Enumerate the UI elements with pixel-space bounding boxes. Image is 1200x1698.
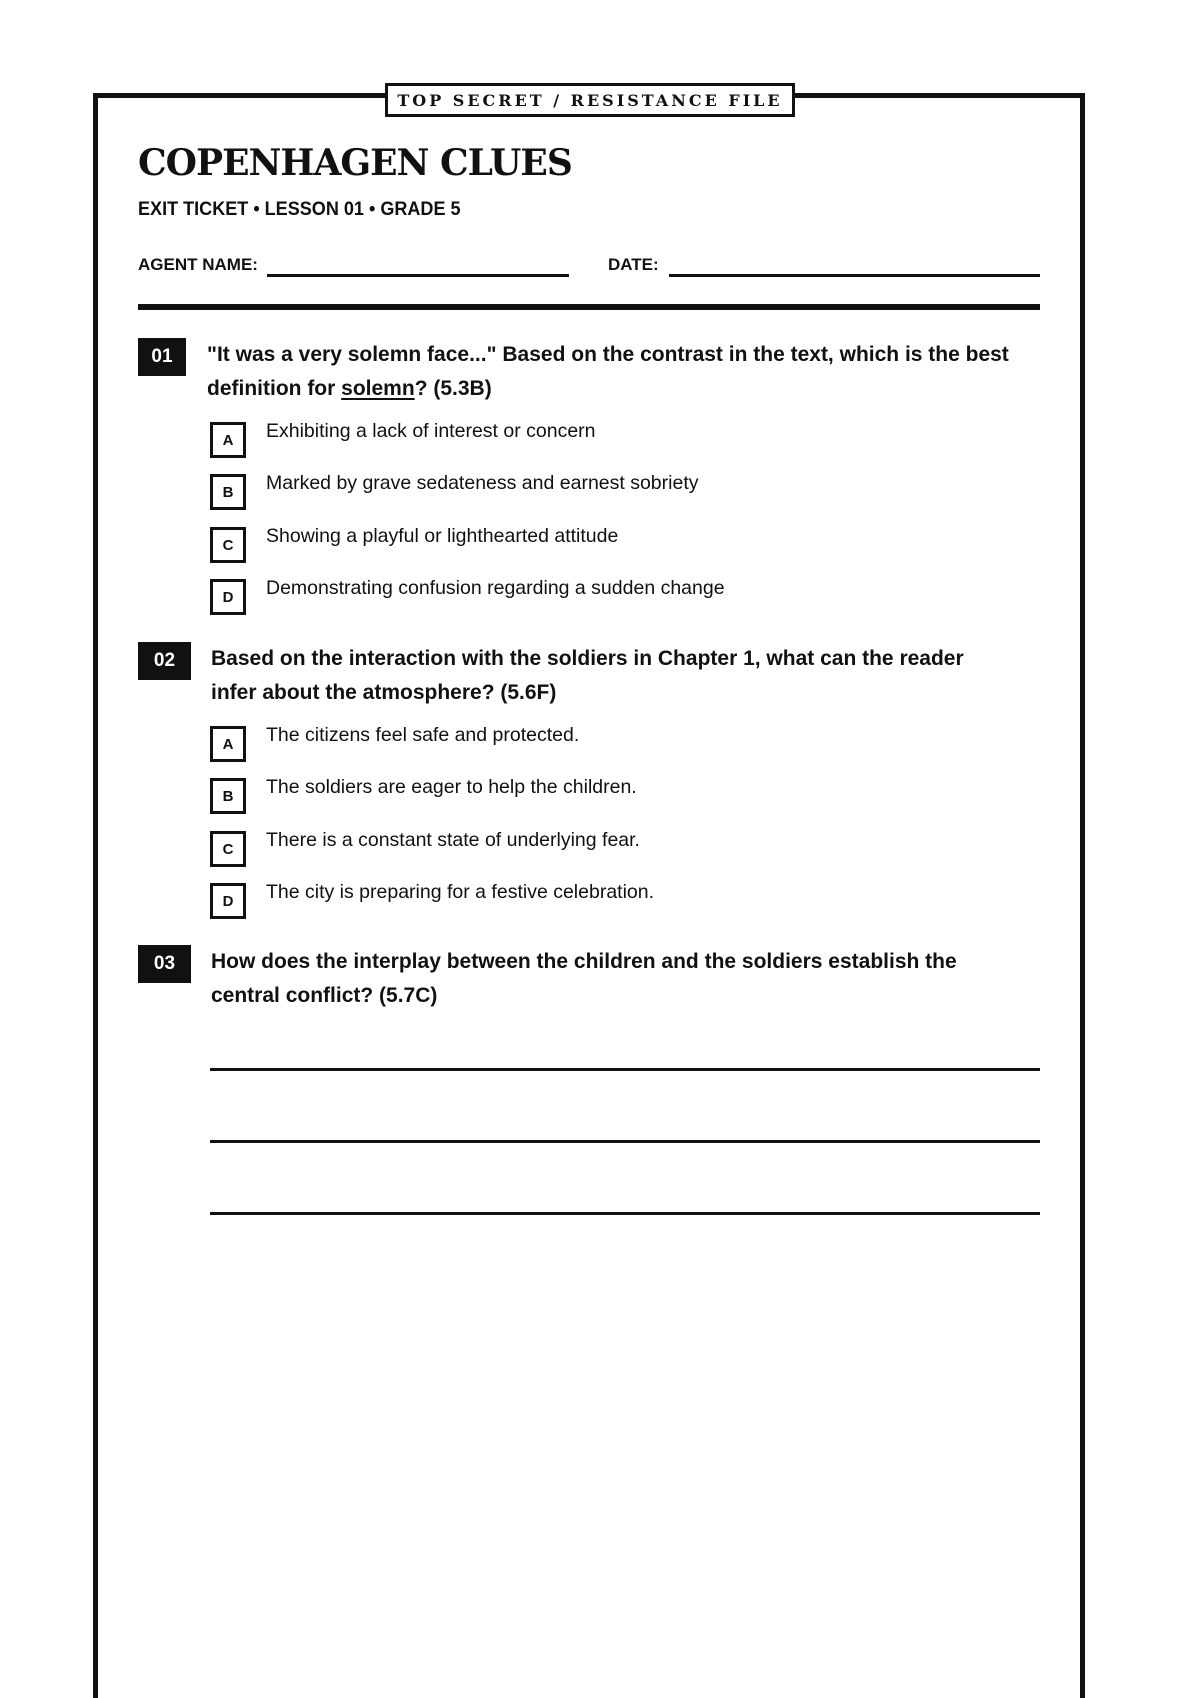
agent-name-field[interactable] [267, 274, 569, 277]
answer-option[interactable] [210, 422, 596, 458]
question-number: 01 [138, 338, 186, 376]
date-field[interactable] [669, 274, 1040, 277]
option-text: There is a constant state of underlying fear. [266, 829, 640, 851]
answer-option[interactable] [210, 474, 699, 510]
question-text-part: Based on the interaction with the soldiers in Chapter 1, what can the reader [211, 647, 964, 670]
option-box[interactable]: B [210, 474, 246, 510]
option-box[interactable]: D [210, 579, 246, 615]
option-text: Showing a playful or lighthearted attitude [266, 525, 619, 547]
question-text [211, 642, 1001, 710]
option-text: Marked by grave sedateness and earnest sobriety [266, 472, 699, 494]
subtitle: EXIT TICKET • LESSON 01 • GRADE 5 [138, 199, 461, 220]
question-number: 03 [138, 945, 191, 983]
option-box[interactable]: C [210, 831, 246, 867]
option-box[interactable]: A [210, 422, 246, 458]
option-box[interactable]: C [210, 527, 246, 563]
option-text: The city is preparing for a festive celebration. [266, 881, 655, 903]
emphasized-word: infer [211, 681, 257, 704]
page-title: COPENHAGEN CLUES [138, 142, 572, 184]
question-text [207, 338, 1027, 406]
option-box[interactable]: D [210, 883, 246, 919]
answer-line[interactable] [210, 1140, 1040, 1143]
answer-option[interactable] [210, 579, 725, 615]
option-box[interactable]: A [210, 726, 246, 762]
vocabulary-word: solemn [341, 377, 415, 400]
option-box[interactable]: B [210, 778, 246, 814]
answer-option[interactable] [210, 527, 618, 563]
question-text-part: "It was a very solemn face..." Based on the contrast in the text, which is the best definition for [207, 343, 1009, 400]
option-text: The soldiers are eager to help the children. [266, 776, 637, 798]
answer-line[interactable] [210, 1068, 1040, 1071]
question-text-part: ? (5.3B) [414, 377, 492, 400]
question-number: 02 [138, 642, 191, 680]
option-text: Demonstrating confusion regarding a sudden change [266, 577, 725, 599]
option-text: Exhibiting a lack of interest or concern [266, 420, 596, 442]
question-text: How does the interplay between the children and the soldiers establish the central conflict? (5.7C) [211, 950, 957, 1007]
answer-option[interactable] [210, 726, 579, 762]
option-text: The citizens feel safe and protected. [266, 724, 580, 746]
agent-name-label: AGENT NAME: [138, 255, 258, 274]
classification-tab: TOP SECRET / RESISTANCE FILE [385, 83, 795, 117]
divider [138, 304, 1040, 310]
answer-option[interactable] [210, 778, 637, 814]
question-text-part: about the atmosphere? (5.6F) [256, 681, 557, 704]
date-label: DATE: [608, 255, 659, 274]
answer-option[interactable] [210, 831, 640, 867]
answer-option[interactable] [210, 883, 654, 919]
answer-line[interactable] [210, 1212, 1040, 1215]
